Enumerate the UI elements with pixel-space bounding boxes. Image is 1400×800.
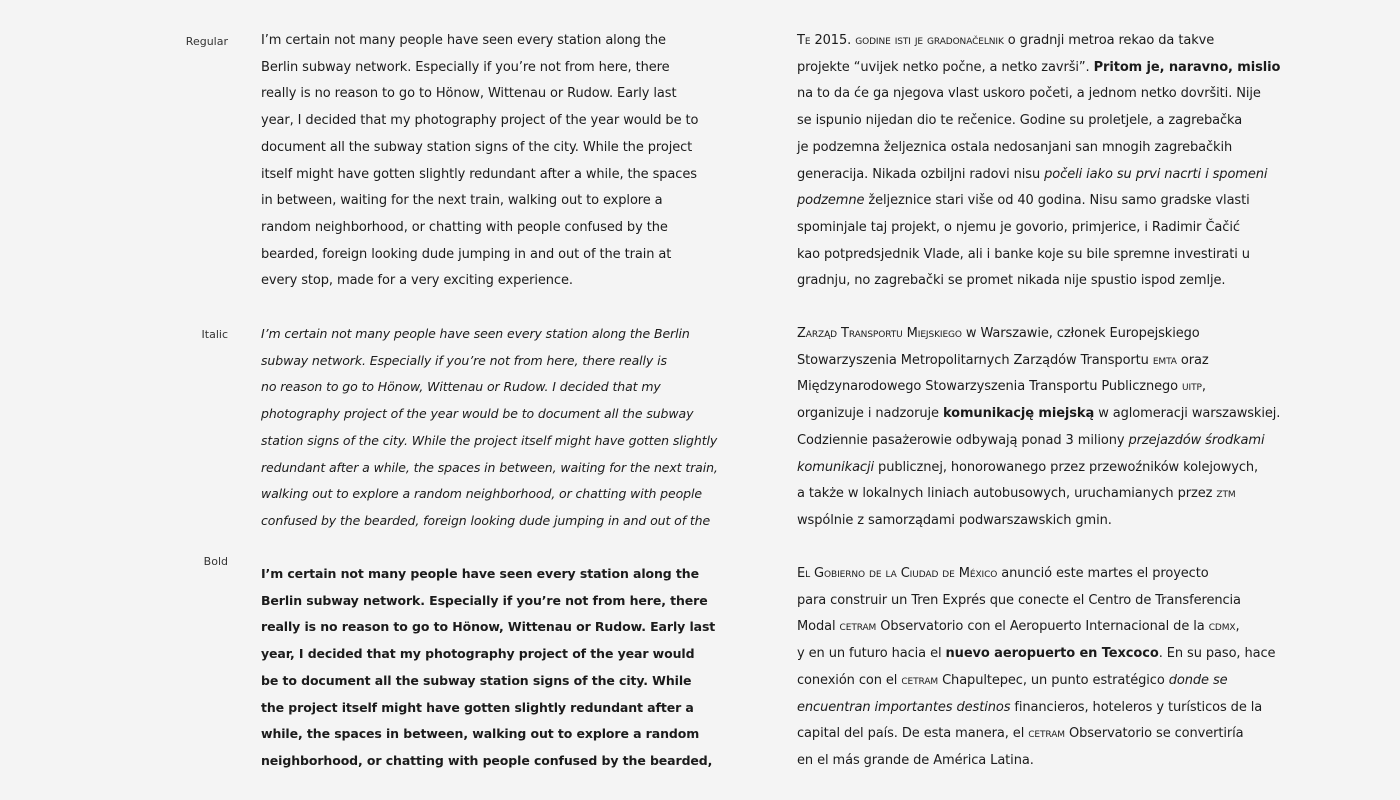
text-run: oraz (1176, 352, 1209, 368)
text-line: walking out to explore a random neighborhood, or chatting with people (261, 486, 702, 502)
text-run: w Warszawie, członek Europejskiego (961, 326, 1200, 341)
small-caps-run: emta (1152, 352, 1177, 368)
text-line: I’m certain not many people have seen every station along the (261, 566, 699, 581)
text-line: random neighborhood, or chatting with people confused by the (261, 219, 668, 235)
small-caps-run: Zarząd Transportu Miejskiego (797, 326, 962, 341)
text-line (797, 561, 1257, 588)
text-line (797, 348, 1257, 375)
text-line: gradnju, no zagrebački se promet nikada nije spustio ispod zemlje. (797, 273, 1226, 289)
text-line: itself might have gotten slightly redundant after a while, the spaces (261, 166, 697, 182)
text-line (797, 455, 1257, 482)
small-caps-run: uitp (1182, 379, 1202, 395)
text-line: Berlin subway network. Especially if you’re not from here, there (261, 59, 670, 75)
bold-run: Pritom je, naravno, mislio (1093, 59, 1281, 75)
text-run: o gradnji metroa rekao da takve (1003, 33, 1215, 48)
text-line (797, 428, 1265, 455)
italic-run: komunikacji (797, 459, 875, 475)
small-caps-run: ztm (1216, 486, 1236, 502)
text-run: publicznej, honorowanego przez przewoźników kolejowych, (874, 459, 1259, 475)
text-run: w aglomeracji warszawskiej. (1094, 406, 1281, 422)
text-run: a także w lokalnych liniach autobusowych, uruchamianych przez (797, 486, 1217, 502)
text-line (797, 695, 1263, 722)
label-bold: Bold (203, 555, 228, 568)
label-regular: Regular (185, 35, 228, 48)
text-run: Observatorio se convertiría (1064, 726, 1244, 742)
text-line: be to document all the subway station signs of the city. While (261, 672, 692, 688)
text-run: Chapultepec, un punto estratégico (938, 672, 1169, 688)
text-line: spominjale taj projekt, o njemu je govorio, primjerice, i Radimir Čačić (797, 219, 1240, 235)
text-line: I’m certain not many people have seen every station along the Berlin (261, 326, 690, 341)
text-line: document all the subway station signs of the city. While the project (261, 139, 693, 155)
text-line: kao potpredsjednik Vlade, ali i banke koje su bile spremne investirati u (797, 246, 1250, 262)
text-run: Observatorio con el Aeropuerto Internacional de la (876, 619, 1209, 635)
small-caps-run: El Gobierno de la Ciudad de México (797, 566, 998, 581)
text-line: no reason to go to Hönow, Wittenau or Rudow. I decided that my (261, 379, 661, 395)
text-line: every stop, made for a very exciting experience. (261, 273, 573, 289)
text-line: I’m certain not many people have seen every station along the (261, 33, 666, 48)
text-run: Międzynarodowego Stowarzyszenia Transportu Publicznego (797, 379, 1183, 395)
text-run: , (1201, 379, 1206, 395)
text-line: in between, waiting for the next train, walking out to explore a (261, 193, 663, 209)
label-italic: Italic (201, 328, 228, 341)
regular-paragraph (261, 28, 699, 295)
text-run: conexión con el (797, 672, 902, 688)
small-caps-run: cetram (901, 672, 939, 688)
italic-paragraph (261, 321, 718, 535)
bold-run: nuevo aeropuerto en Texcoco (945, 646, 1159, 662)
polish-paragraph (797, 321, 1281, 535)
text-run: Modal (797, 619, 840, 635)
text-line (797, 162, 1268, 189)
text-run: y en un futuro hacia el (797, 646, 946, 662)
text-line: station signs of the city. While the project itself might have gotten slightly (261, 432, 718, 448)
italic-run: podzemne (797, 193, 865, 209)
text-line: wspólnie z samorządami podwarszawskich gmin. (797, 512, 1112, 528)
text-run: anunció este martes el proyecto (997, 566, 1209, 581)
small-caps-run: cdmx (1208, 619, 1236, 635)
text-line: really is no reason to go to Hönow, Wittenau or Rudow. Early last (261, 619, 716, 635)
text-line: photography project of the year would be to document all the subway (261, 406, 694, 422)
text-line: really is no reason to go to Hönow, Wittenau or Rudow. Early last (261, 86, 677, 102)
text-run: željeznice stari više od 40 godina. Nisu samo gradske vlasti (864, 193, 1250, 209)
text-line: bearded, foreign looking dude jumping in and out of the train at (261, 246, 672, 262)
text-line (797, 721, 1257, 748)
text-line (797, 55, 1281, 82)
text-line: na to da će ga njegova vlast uskoro početi, a jednom netko dovršiti. Nije (797, 86, 1261, 102)
text-line (797, 28, 1257, 55)
text-line: subway network. Especially if you’re not from here, there really is (261, 352, 667, 368)
text-line: confused by the bearded, foreign looking dude jumping in and out of the (261, 512, 711, 528)
text-line (797, 481, 1257, 508)
italic-run: przejazdów środkami (1128, 432, 1265, 448)
text-line: para construir un Tren Exprés que conecte el Centro de Transferencia (797, 592, 1241, 608)
text-run: generacija. Nikada ozbiljni radovi nisu (797, 166, 1045, 182)
text-run: Codziennie pasażerowie odbywają ponad 3 miliony (797, 432, 1129, 448)
text-line: Berlin subway network. Especially if you’re not from here, there (261, 592, 708, 608)
text-line (797, 641, 1276, 668)
text-run: Stowarzyszenia Metropolitarnych Zarządów Transportu (797, 352, 1153, 368)
italic-run: donde se (1168, 672, 1228, 688)
text-line: neighborhood, or chatting with people confused by the bearded, (261, 752, 713, 768)
spanish-paragraph (797, 561, 1276, 775)
text-line: while, the spaces in between, walking out to explore a random (261, 726, 700, 742)
text-run: . En su paso, hace (1158, 646, 1276, 662)
text-line (797, 668, 1257, 695)
small-caps-run: Te 2015. godine isti je gradonačelnik (797, 33, 1004, 48)
text-line (797, 374, 1257, 401)
small-caps-run: cetram (1028, 726, 1065, 742)
text-line (797, 614, 1257, 641)
croatian-paragraph (797, 28, 1281, 295)
text-line: se ispunio nijedan dio te rečenice. Godine su proletjele, a zagrebačka (797, 113, 1243, 129)
italic-run: encuentran importantes destinos (797, 699, 1011, 715)
text-run: financieros, hoteleros y turísticos de la (1010, 699, 1263, 715)
text-line: en el más grande de América Latina. (797, 752, 1034, 768)
text-run: , (1235, 619, 1240, 635)
text-line: year, I decided that my photography project of the year would be to (261, 113, 699, 129)
text-line: je podzemna željeznica ostala nedosanjani san mnogih zagrebačkih (797, 139, 1233, 155)
small-caps-run: cetram (839, 619, 877, 635)
text-line: redundant after a while, the spaces in between, waiting for the next train, (261, 459, 718, 475)
text-line (797, 188, 1257, 215)
bold-run: komunikację miejską (942, 406, 1095, 422)
text-run: projekte “uvijek netko počne, a netko završi”. (797, 59, 1094, 75)
bold-paragraph (261, 561, 716, 775)
text-line (797, 321, 1257, 348)
text-line: the project itself might have gotten slightly redundant after a (261, 699, 694, 715)
text-run: capital del país. De esta manera, el (797, 726, 1029, 742)
text-line (797, 401, 1281, 428)
text-line: year, I decided that my photography project of the year would (261, 646, 695, 662)
text-run: organizuje i nadzoruje (797, 406, 943, 422)
italic-run: počeli iako su prvi nacrti i spomeni (1044, 166, 1268, 182)
